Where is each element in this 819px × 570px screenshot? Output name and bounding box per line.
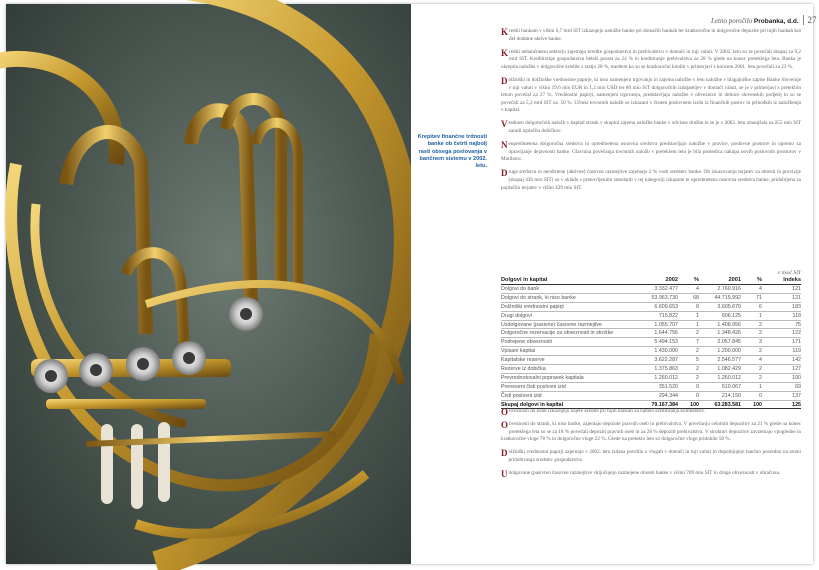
report-spread [6,4,817,564]
table-row: Uzdolgovane (pasivne) časovne razmejitve 1.055.707 1 1.408.956 2 75 [501,321,801,328]
company-name: Probanka, d.d. [753,18,799,25]
table-header-row [501,276,801,285]
table-row: Vpisani kapital 1.430.000 2 1.200.000 2 119 [501,348,801,355]
paragraph: Krediti bankam v višini 6,7 mrd SIT izkazujejo naložbe banke pri domačih bankah ter kratkoročne in dolgoročne depozite pri tujih bankah kot del dodatne aktive banke. [501,27,801,42]
table-row: Dolgovi do bank 3.332.477 4 2.760.916 4 121 [501,285,801,292]
table-row: Preneseni čisti poslovni izid 351.520 0 510.067 1 69 [501,383,801,390]
liabilities-table [501,276,801,409]
running-head [711,15,816,25]
table-row: Drugi dolgovi 715.822 1 606.125 1 118 [501,312,801,319]
paragraph: Druga sredstva in neodtrtene (aktivne) časovne razmejitve zajemajo 2 % vseh sredstev banke. Ob izkazovanju terjatev za obresti in provizije (skupaj 436 mio SIT) so v skladu s prenovljenimi standardi v tej kategoriji izkazane te opredmetena osnovna sredstva banke, pridobljena za poplačilo terjatev v višini 429 mio SIT. [501,168,801,191]
table-row: Dolgovi do strank, ki niso banke 53.963.730 68 44.715.992 71 121 [501,294,801,301]
sidenote: Krepitev finančne trdnosti banke ob četrti najbolj rasti obsega poslovanja v bančnem sistemu v 2002. letu. [417,134,487,170]
table-header: % [741,276,762,285]
table-row: Prevrednotovalni popravek kapitala 1.260.012 2 1.260.012 2 100 [501,374,801,381]
page-number: 27 [803,15,816,25]
paragraph: Obveznosti do strank, ki niso banke, zajemajo depozite pravnih oseb in prebivalstva. V povečanju celotnih depozitov za 21 % glede na konec preteklega leta so se za 18 % povečali depoziti pravnih oseb in za 28 % depoziti prebivalstva. V strukturi depozitov zavzemajo vpogledne in kratkoročne vloge 78 % in dolgoročne vloge 22 %. Glede na preteklo leto so dolgoročne vloge pridobile 58 %. [501,420,801,443]
paragraph: Krediti nebančnemu sektorju zajemajo kredite gospodarstvu in prebivalstvu v domači in tuji valuti. V 2002. letu so se povečali skupaj za 9,2 mrd SIT. Kreditiranje gospodarstva beleži porast za 24 % in kreditiranje prebivalstva za 28 % glede na konec preteklega leta. Banka je okrepila naložbe v dolgoročne kredite z rastjo 28 %, medtem ko so se kratkoročni krediti v primerjavi s koncem 2001. leta povečali za 23 %. [501,47,801,70]
body-text-top [501,28,801,198]
table-header: Dolgovi in kapital [501,276,639,285]
paragraph: Dolžniški in dolžniške vrednostne papirje, ki niso namenjeni trgovanju in zajema naložbe v letu naložbe v blagajniške zapise Banke Slovenije v tuji valuti v višini 19,6 mio EUR in 1,2 mio USD ter 80 mio SIT dolgoročnih izdajateljev v domači valuti, se je v primerjavi s preteklim letom povečal za 27 %. Vrednostni papirji, namenjeni trgovanju, predstavljajo naložbe v obveznice in delnice slovenskih podjetij in so se povečali za 5,2 mrd SIT oz. 50 %. Učinki tovrstnih naložb so izkazani v čistem poslovnem izidu iz finančnih poslov in prihodkih iz naložbenja v kapital. [501,75,801,114]
table-header: 2001 [699,276,741,285]
table-row: Rezerve iz dobička 1.375.863 2 1.082.429 2 127 [501,365,801,372]
table-header: Indeks [762,276,801,285]
table-row: Podrejene obveznosti 5.494.153 7 2.057.845 3 171 [501,339,801,346]
report-label: Letno poročilo [711,17,753,25]
paragraph: Neopredmetena dolgoročna sredstva in opredmetena osnovna sredstva predstavljajo naložbe v pravice, poslovne prostore in opremo za opravljanje dejavnosti banke. Glavnina povečanja tovrstnih naložb v preteklem letu je bila posledica nakupa novih poslovnih prostorov v Mariboru. [501,140,801,163]
table-row: Kapitalske rezerve 3.622.287 5 2.546.577 4 142 [501,357,801,364]
paragraph: Dolžniški vrednostni papirji zajemajo v 2002. letu izdana potrdila o vlogah v domači in tuji valuti in dopolnjujejo bančno posredno na strani pridobivanja sredstev gospodarstva. [501,448,801,463]
table-header: 2002 [639,276,678,285]
paragraph: Obveznosti do bank izkazujejo najete kredite pri tujih bankah za namen kreditiranja komitentov. [501,407,706,417]
text-page [411,4,817,564]
table-header: % [678,276,699,285]
table-row: Dolgoročne rezervacije za obveznosti in stroške 1.644.756 2 1.348.426 2 122 [501,330,801,337]
french-horn-illustration [6,4,411,564]
body-text-bottom [501,408,801,483]
paragraph: Vrednost dolgoročnih naložb v kapital strank v skupini zajema naložbe banke v odvisne družbe in se je v 2002. letu zmanjšala za 255 mio SIT zaradi izplačila dobičkov. [501,119,801,135]
table-unit: v tisoč SIT [777,270,801,276]
table-row: Čisti poslovni izid 294.344 0 214.150 0 137 [501,392,801,399]
table-total-row: Skupaj dolgovi in kapital 79.167.384 100 63.283.581 100 125 [501,401,801,408]
table-row: Dolžniški vrednostni papirji 6.609.653 8 3.605.670 6 183 [501,303,801,310]
paragraph: Udolgovane (pasivne) časovne razmejitve vključujejo razmejene obresti banke v višini 709 mio SIT in druge obveznosti v obračunu. [501,469,781,480]
french-horn-photo [6,4,411,564]
